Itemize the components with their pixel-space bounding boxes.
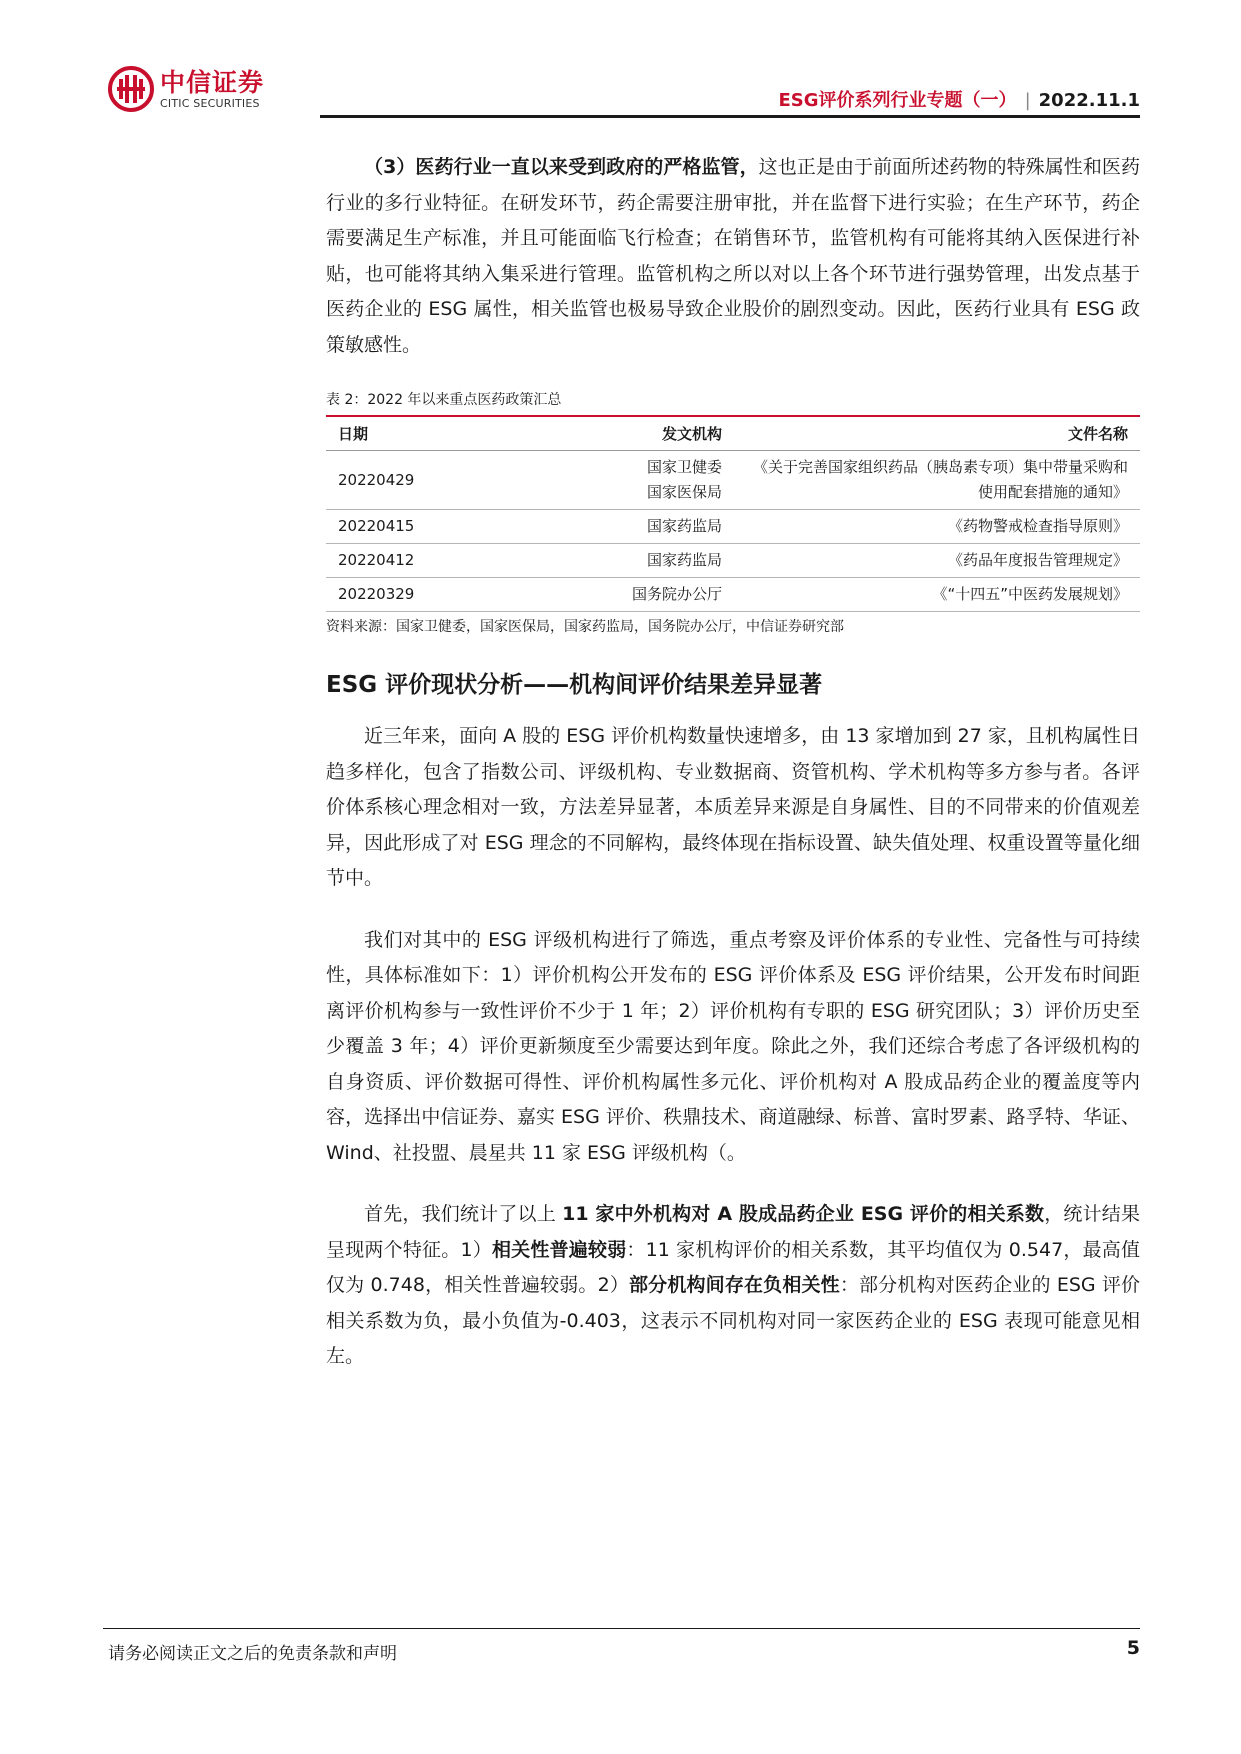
table-cell-org: 国务院办公厅 [520, 578, 734, 612]
policy-table [326, 415, 1140, 612]
paragraph-correlation [326, 1197, 1140, 1375]
table-row [326, 578, 1140, 612]
table-cell-date: 20220429 [326, 451, 520, 510]
paragraph-regulation [326, 150, 1140, 363]
citic-logo-icon [108, 66, 154, 112]
table-cell-doc: 《“十四五”中医药发展规划》 [734, 578, 1140, 612]
table-cell-org: 国家药监局 [520, 544, 734, 578]
correlation-text-4: ：部分机构对医药企业的 ESG 评价相关系数为负，最小负值为-0.403，这表示不同机构对同一家医药企业的 ESG 表现可能意见相左。 [326, 1274, 1140, 1367]
correlation-text-1: 首先，我们统计了以上 [364, 1203, 563, 1225]
table-row [326, 544, 1140, 578]
table-cell-org-line: 国家卫健委 [646, 458, 722, 476]
table-header-doc: 文件名称 [734, 416, 1140, 451]
table-cell-org-line: 国家医保局 [646, 483, 722, 501]
report-date: 2022.11.1 [1038, 90, 1140, 111]
table-cell-date: 20220415 [326, 510, 520, 544]
table-header-date: 日期 [326, 416, 520, 451]
section-body [326, 719, 1140, 1375]
paragraph-regulation-text: 这也正是由于前面所述药物的特殊属性和医药行业的多行业特征。在研发环节，药企需要注册审批，并在监督下进行实验；在生产环节，药企需要满足生产标准，并且可能面临飞行检查；在销售环节，监管机构有可能将其纳入医保进行补贴，也可能将其纳入集采进行管理。监管机构之所以对以上各个环节进行强势管理，出发点基于医药企业的 ESG 属性，相关监管也极易导致企业股价的剧烈变动。因此，医药行业具有 ESG 政策敏感性。 [326, 156, 1140, 356]
table-row [326, 451, 1140, 510]
correlation-bold-1: 11 家中外机构对 A 股成品药企业 ESG 评价的相关系数 [562, 1203, 1045, 1225]
table-header-org: 发文机构 [520, 416, 734, 451]
paragraph-rating-agencies: 近三年来，面向 A 股的 ESG 评价机构数量快速增多，由 13 家增加到 27 家，且机构属性日趋多样化，包含了指数公司、评级机构、专业数据商、资管机构、学术机构等多方参与者。各评价体系核心理念相对一致，方法差异显著，本质差异来源是自身属性、目的不同带来的价值观差异，因此形成了对 ESG 理念的不同解构，最终体现在指标设置、缺失值处理、权重设置等量化细节中。 [326, 725, 1140, 889]
footer-disclaimer: 请务必阅读正文之后的免责条款和声明 [108, 1644, 397, 1664]
table-cell-doc-line: 使用配套措施的通知》 [977, 483, 1128, 501]
table-row [326, 510, 1140, 544]
logo-cn-text: 中信证券 [160, 67, 265, 97]
table-cell-doc-line: 《关于完善国家组织药品（胰岛素专项）集中带量采购和 [752, 458, 1128, 476]
page-content [326, 150, 1140, 1375]
table-source-note: 资料来源：国家卫健委，国家医保局，国家药监局，国务院办公厅，中信证券研究部 [326, 619, 844, 635]
paragraph-screening-criteria: 我们对其中的 ESG 评级机构进行了筛选，重点考察及评价体系的专业性、完备性与可持续性，具体标准如下：1）评价机构公开发布的 ESG 评价体系及 ESG 评价结果，公开发布时间距离评价机构参与一致性评价不少于 1 年；2）评价机构有专职的 ESG 研究团队；3）评价历史至少覆盖 3 年；4）评价更新频度至少需要达到年度。除此之外，我们还综合考虑了各评级机构的自身资质、评价数据可得性、评价机构属性多元化、评价机构对 A 股成品药企业的覆盖度等内容，选择出中信证券、嘉实 ESG 评价、秩鼎技术、商道融绿、标普、富时罗素、路孚特、华证、Wind、社投盟、晨星共 11 家 ESG 评级机构（。 [326, 928, 1140, 1164]
correlation-bold-2: 相关性普遍较弱 [491, 1238, 627, 1261]
page-number: 5 [1126, 1637, 1140, 1659]
table-cell-org [520, 451, 734, 510]
correlation-text-3: ：11 家机构评价的相关系数，其平均值仅为 0.547，最高值仅为 0.748，相关性普遍较弱。2） [326, 1238, 1140, 1296]
correlation-bold-3: 部分机构间存在负相关性 [629, 1274, 840, 1296]
paragraph-regulation-lead: （3）医药行业一直以来受到政府的严格监管， [364, 156, 759, 178]
table-cell-date: 20220412 [326, 544, 520, 578]
table-cell-doc: 《药物警戒检查指导原则》 [734, 510, 1140, 544]
table-header-row [326, 416, 1140, 451]
header-rule [320, 115, 1140, 118]
footer-rule [103, 1628, 1140, 1629]
table-cell-doc: 《药品年度报告管理规定》 [734, 544, 1140, 578]
report-header [779, 86, 1140, 112]
table-cell-org: 国家药监局 [520, 510, 734, 544]
table-cell-date: 20220329 [326, 578, 520, 612]
table-cell-doc [734, 451, 1140, 510]
company-logo [108, 66, 264, 112]
table-caption: 表 2：2022 年以来重点医药政策汇总 [326, 392, 562, 408]
report-series-title: ESG评价系列行业专题（一） [778, 90, 1017, 111]
correlation-text-2: ，统计结果呈现两个特征。1） [326, 1203, 1140, 1261]
header-separator: | [1024, 90, 1031, 111]
section-heading: ESG 评价现状分析——机构间评价结果差异显著 [326, 672, 823, 698]
logo-en-text: CITIC SECURITIES [160, 96, 260, 110]
